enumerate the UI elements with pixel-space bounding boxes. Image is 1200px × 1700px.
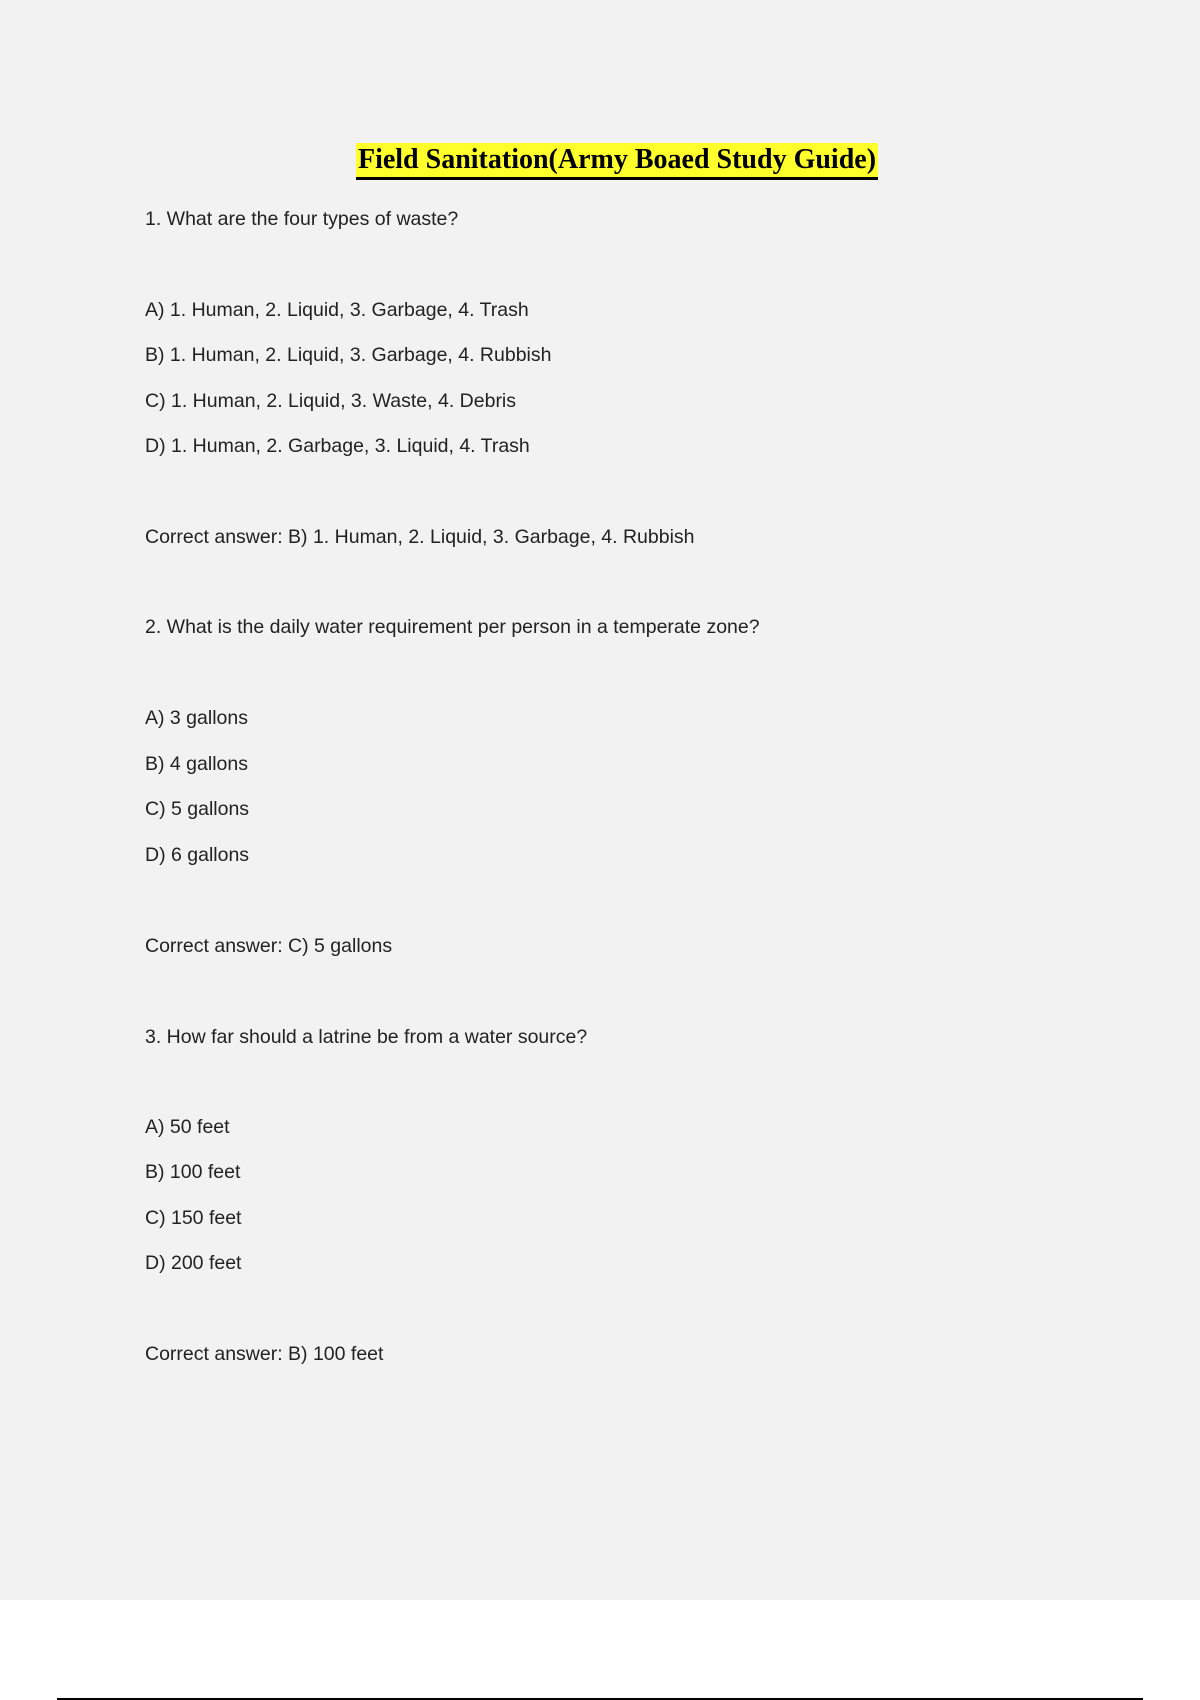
- question-3-text: 3. How far should a latrine be from a water source?: [145, 1026, 588, 1048]
- question-2-option-d: D) 6 gallons: [145, 844, 250, 866]
- question-3-answer: Correct answer: B) 100 feet: [145, 1343, 384, 1365]
- document-title: Field Sanitation(Army Boaed Study Guide): [356, 143, 878, 180]
- question-3-option-d: D) 200 feet: [145, 1252, 242, 1274]
- question-3-option-c: C) 150 feet: [145, 1207, 242, 1229]
- question-1-answer: Correct answer: B) 1. Human, 2. Liquid, 3. Garbage, 4. Rubbish: [145, 526, 695, 548]
- question-1-option-b: B) 1. Human, 2. Liquid, 3. Garbage, 4. Rubbish: [145, 344, 552, 366]
- question-1-option-d: D) 1. Human, 2. Garbage, 3. Liquid, 4. Trash: [145, 435, 530, 457]
- question-2-answer: Correct answer: C) 5 gallons: [145, 935, 393, 957]
- question-2-text: 2. What is the daily water requirement per person in a temperate zone?: [145, 616, 760, 638]
- question-3-option-a: A) 50 feet: [145, 1116, 230, 1138]
- question-2-option-a: A) 3 gallons: [145, 707, 248, 729]
- question-2-option-c: C) 5 gallons: [145, 798, 250, 820]
- question-1-option-c: C) 1. Human, 2. Liquid, 3. Waste, 4. Debris: [145, 390, 517, 412]
- question-1-text: 1. What are the four types of waste?: [145, 208, 459, 230]
- title-container: [0, 143, 1200, 180]
- question-1-option-a: A) 1. Human, 2. Liquid, 3. Garbage, 4. Trash: [145, 299, 529, 321]
- question-3-option-b: B) 100 feet: [145, 1161, 241, 1183]
- question-2-option-b: B) 4 gallons: [145, 753, 248, 775]
